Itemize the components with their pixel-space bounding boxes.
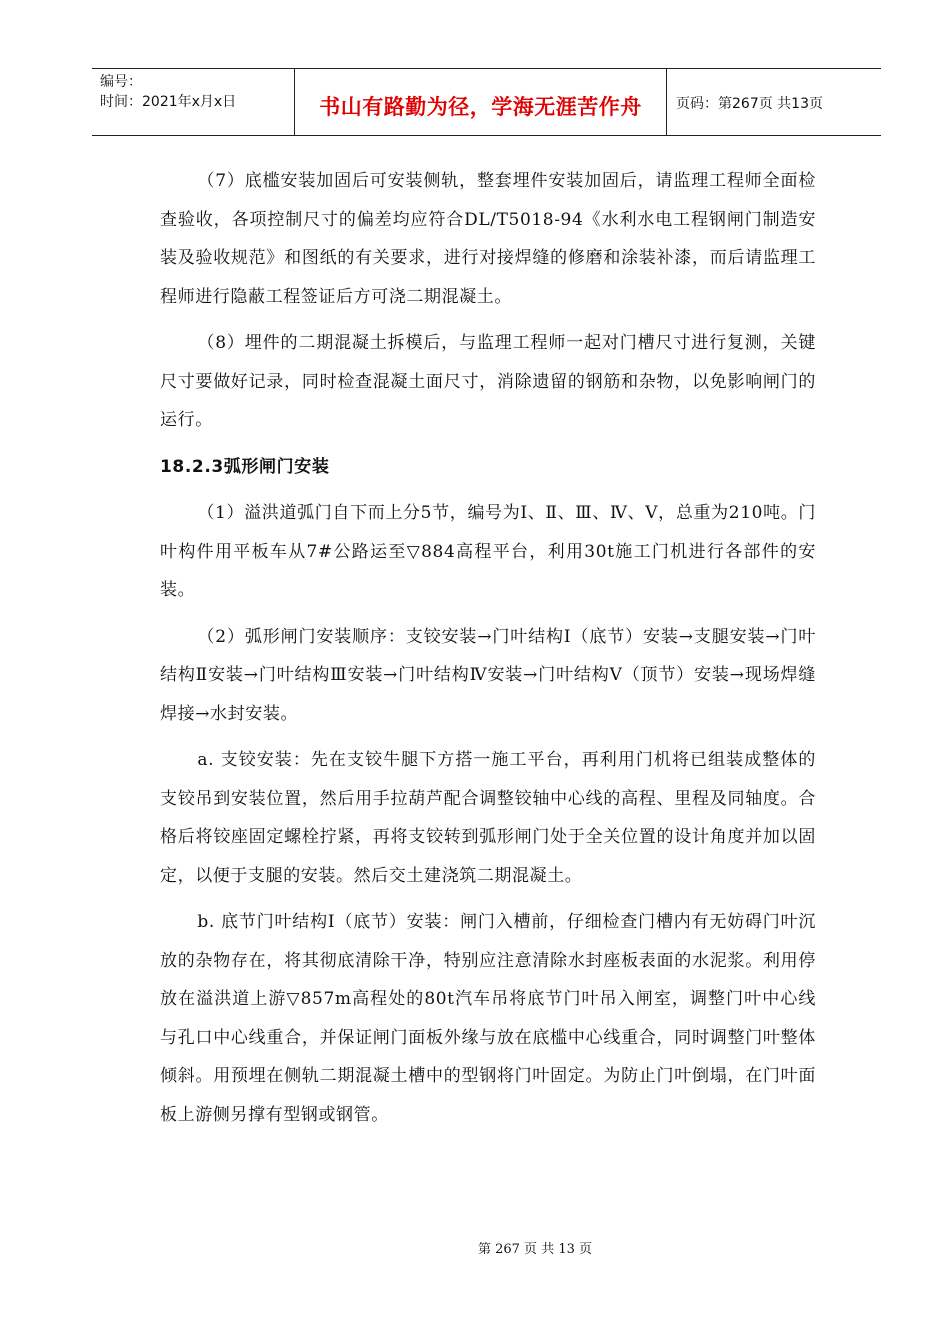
paragraph-2: （2）弧形闸门安装顺序：支铰安装→门叶结构Ⅰ（底节）安装→支腿安装→门叶结构Ⅱ安装→门叶结构Ⅲ安装→门叶结构Ⅳ安装→门叶结构Ⅴ（顶节）安装→现场焊缝焊接→水封安装。	[160, 626, 816, 724]
header-page-info: 页码：第267页 共13页	[676, 96, 823, 112]
section-heading: 18.2.3弧形闸门安装	[160, 456, 330, 477]
header-page-cell	[667, 69, 881, 135]
paragraph-b: b. 底节门叶结构Ⅰ（底节）安装：闸门入槽前，仔细检查门槽内有无妨碍门叶沉放的杂物存在，将其彻底清除干净，特别应注意清除水封座板表面的水泥浆。利用停放在溢洪道上游▽857m高程处的80t汽车吊将底节门叶吊入闸室，调整门叶中心线与孔口中心线重合，并保证闸门面板外缘与放在底槛中心线重合，同时调整门叶整体倾斜。用预埋在侧轨二期混凝土槽中的型钢将门叶固定。为防止门叶倒塌，在门叶面板上游侧另撑有型钢或钢管。	[160, 912, 816, 1125]
paragraph-a: a. 支铰安装：先在支铰牛腿下方搭一施工平台，再利用门机将已组装成整体的支铰吊到安装位置，然后用手拉葫芦配合调整铰轴中心线的高程、里程及同轴度。合格后将铰座固定螺栓拧紧，再将支铰转到弧形闸门处于全关位置的设计角度并加以固定，以便于支腿的安装。然后交土建浇筑二期混凝土。	[160, 750, 816, 886]
header-motto: 书山有路勤为径，学海无涯苦作舟	[319, 95, 642, 119]
page-header	[92, 68, 881, 136]
paragraph-1: （1）溢洪道弧门自下而上分5节，编号为Ⅰ、Ⅱ、Ⅲ、Ⅳ、Ⅴ，总重为210吨。门叶构件用平板车从7#公路运至▽884高程平台，利用30t施工门机进行各部件的安装。	[160, 503, 816, 600]
document-body	[160, 162, 816, 1134]
document-time-label: 时间：2021年x月x日	[100, 94, 237, 110]
header-meta	[92, 69, 294, 135]
paragraph-7: （7）底槛安装加固后可安装侧轨，整套埋件安装加固后，请监理工程师全面检查验收，各项控制尺寸的偏差均应符合DL/T5018-94《水利水电工程钢闸门制造安装及验收规范》和图纸的有关要求，进行对接焊缝的修磨和涂装补漆，而后请监理工程师进行隐蔽工程签证后方可浇二期混凝土。	[160, 171, 816, 307]
document-number-label: 编号：	[100, 74, 142, 90]
page-footer: 第 267 页 共 13 页	[477, 1242, 593, 1257]
paragraph-8: （8）埋件的二期混凝土拆模后，与监理工程师一起对门槽尺寸进行复测，关键尺寸要做好记录，同时检查混凝土面尺寸，消除遗留的钢筋和杂物，以免影响闸门的运行。	[160, 333, 816, 430]
header-motto-cell	[294, 69, 667, 135]
